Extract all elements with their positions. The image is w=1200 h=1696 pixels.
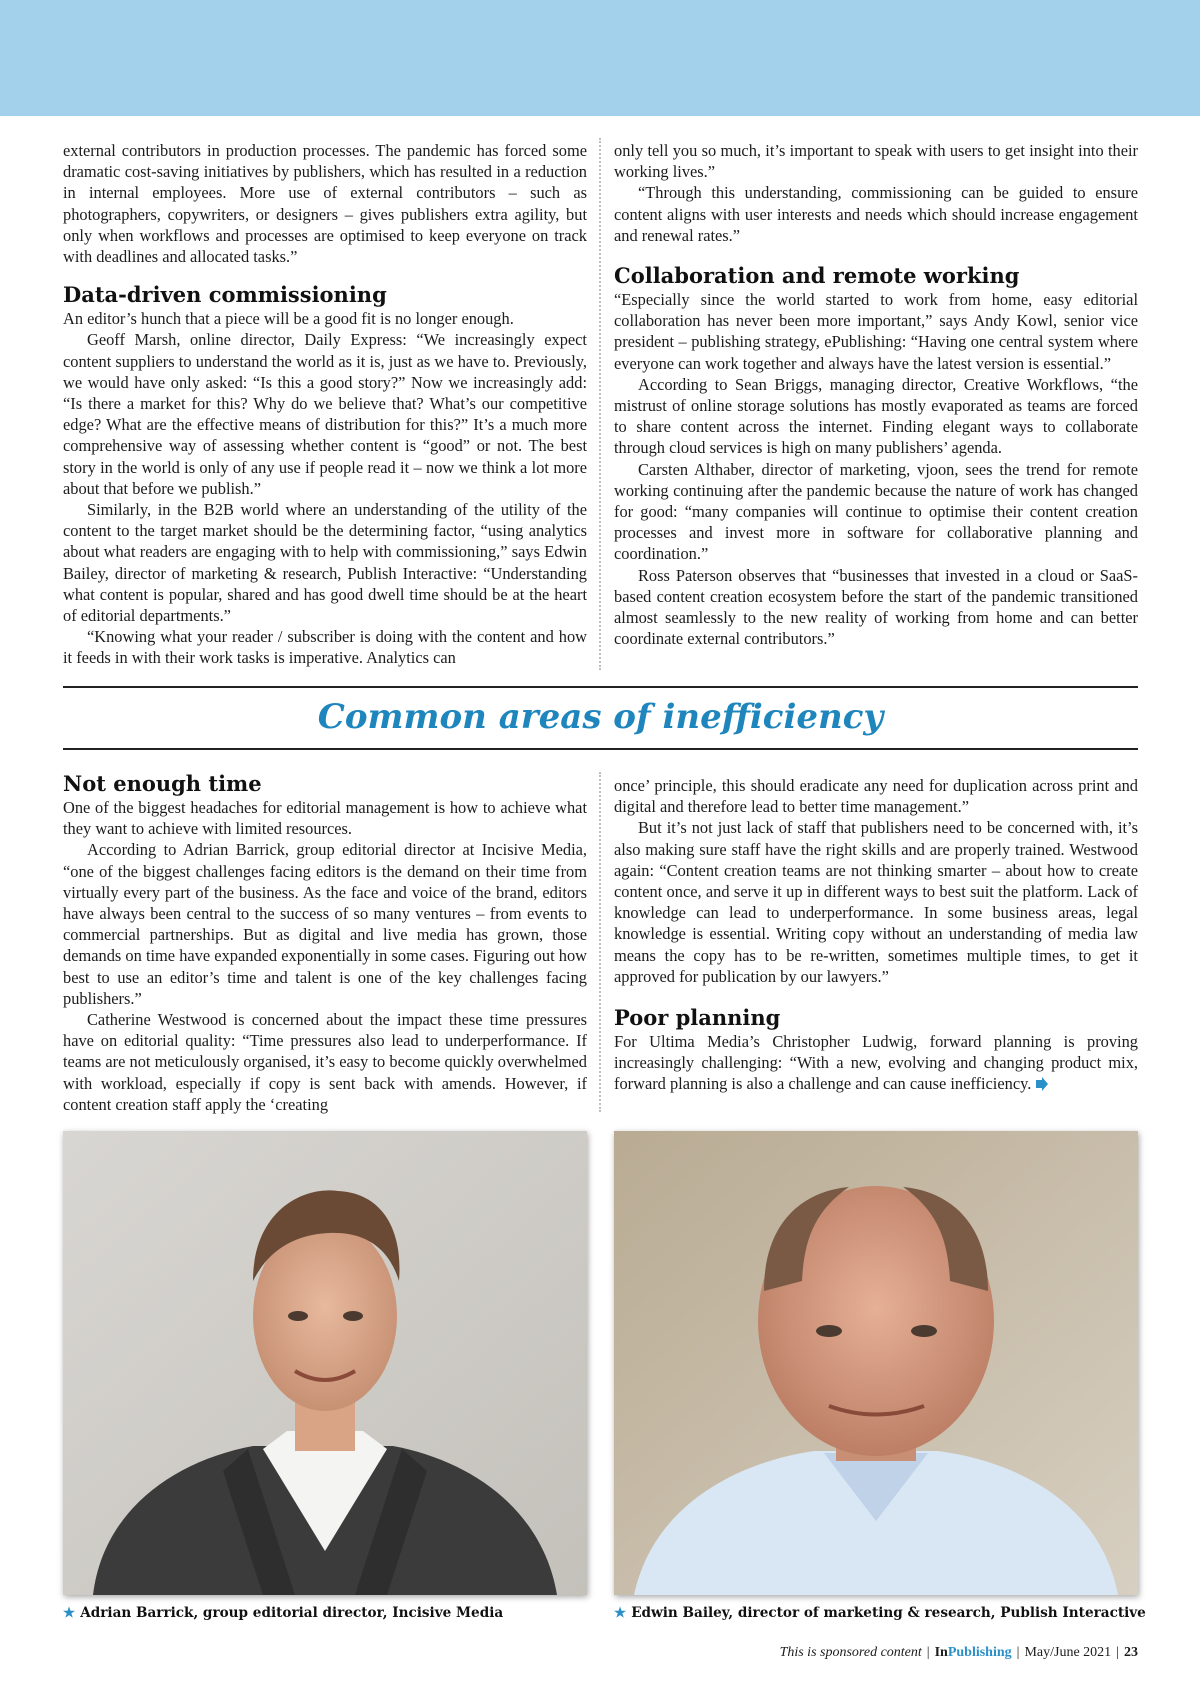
- paragraph: According to Sean Briggs, managing director, Creative Workflows, “the mistrust of online storage solutions has mostly evaporated as teams are forced to share content across the internet. Finding elegant ways to collaborate through cloud services is high on many publishers’ agenda.: [614, 374, 1138, 458]
- continue-arrow-icon: [1035, 1077, 1049, 1091]
- paragraph: An editor’s hunch that a piece will be a good fit is no longer enough.: [63, 309, 514, 329]
- article-column-left-top: [63, 140, 587, 669]
- section-banner-title: Common areas of inefficiency: [317, 697, 884, 737]
- subheading-not-enough-time: Not enough time: [63, 771, 262, 796]
- footer-separator: |: [926, 1645, 930, 1660]
- photo-caption-right: [614, 1604, 1146, 1622]
- subheading-poor-planning: Poor planning: [614, 1005, 781, 1031]
- paragraph: [614, 1031, 1138, 1095]
- portrait-illustration: [614, 1131, 1138, 1595]
- subheading-collaboration-remote-working: Collaboration and remote working: [614, 263, 1020, 289]
- column-divider: [599, 138, 601, 670]
- paragraph: But it’s not just lack of staff that publishers need to be concerned with, it’s also making sure staff have the right skills and are properly trained. Westwood again: “Content creation teams are not thinking smarter – about how to create content once, and serve it up in different ways to best suit the platform. Lack of knowledge can lead to underperformance. In some business areas, legal knowledge is essential. Writing copy without an understanding of media law means the copy has to be re-written, sometimes multiple times, to get it approved for publication by our lawyers.”: [614, 818, 1138, 986]
- paragraph: “Through this understanding, commissioning can be guided to ensure content aligns with user interests and needs which should increase engagement and renewal rates.”: [614, 183, 1138, 245]
- article-column-right-bottom: [614, 775, 1138, 1095]
- banner-rule-bottom: [63, 748, 1138, 750]
- footer-separator: |: [1116, 1645, 1119, 1660]
- photo-caption-left: [63, 1604, 503, 1622]
- paragraph: only tell you so much, it’s important to speak with users to get insight into their working lives.”: [614, 141, 1138, 182]
- photo-edwin-bailey: [614, 1131, 1138, 1595]
- paragraph: “Especially since the world started to work from home, easy editorial collaboration has never been more important,” says Andy Kowl, senior vice president – publishing strategy, ePublishing: “Having one central system where everyone can work together and always have the latest version is essential.”: [614, 290, 1138, 373]
- footer-separator: |: [1016, 1645, 1020, 1660]
- star-icon: ★: [63, 1605, 76, 1621]
- magazine-name-publishing: Publishing: [947, 1645, 1012, 1660]
- magazine-name-in: In: [934, 1645, 948, 1660]
- article-column-left-bottom: [63, 771, 587, 1115]
- caption-text: Edwin Bailey, director of marketing & research, Publish Interactive: [631, 1605, 1146, 1621]
- header-color-band: [0, 0, 1200, 116]
- photo-adrian-barrick: [63, 1131, 587, 1595]
- paragraph: Carsten Althaber, director of marketing, vjoon, sees the trend for remote working continuing after the pandemic because the nature of work has changed for good: “many companies will continue to optimise their content creation processes and invest more in software for collaborative planning and coordination.”: [614, 459, 1138, 564]
- paragraph-text: For Ultima Media’s Christopher Ludwig, forward planning is proving increasingly challenging: “With a new, evolving and changing product mix, forward planning is also a challenge and can cause inefficiency.: [614, 1032, 1138, 1094]
- paragraph: “Knowing what your reader / subscriber is doing with the content and how it feeds in with their work tasks is imperative. Analytics can: [63, 627, 587, 668]
- column-divider: [599, 772, 601, 1112]
- paragraph: once’ principle, this should eradicate any need for duplication across print and digital and therefore lead to better time management.”: [614, 776, 1138, 817]
- banner-rule-top: [63, 686, 1138, 688]
- issue-date: May/June 2021: [1024, 1645, 1112, 1660]
- sponsored-notice: This is sponsored content: [779, 1645, 922, 1660]
- subheading-data-driven-commissioning: Data-driven commissioning: [63, 282, 387, 308]
- star-icon: ★: [614, 1605, 627, 1621]
- paragraph: Ross Paterson observes that “businesses that invested in a cloud or SaaS-based content creation ecosystem before the start of the pandemic transitioned almost seamlessly to the new reality of working from home and can better coordinate external contributors.”: [614, 565, 1138, 649]
- paragraph: According to Adrian Barrick, group editorial director at Incisive Media, “one of the biggest challenges facing editors is the demand on their time from virtually every part of the business. As the face and voice of the brand, editors have always been central to the success of so many ventures – from events to commercial partnerships. But as digital and live media has grown, those demands on time have expanded exponentially in some cases. Figuring out how best to use an editor’s time and talent is one of the key challenges facing publishers.”: [63, 840, 587, 1008]
- paragraph: Similarly, in the B2B world where an understanding of the utility of the content to the target market should be the determining factor, “using analytics about what readers are engaging with to help with commissioning,” says Edwin Bailey, director of marketing & research, Publish Interactive: “Understanding what content is popular, shared and has good dwell time should be at the heart of editorial departments.”: [63, 500, 587, 626]
- page-footer: [780, 1643, 1138, 1663]
- paragraph: Geoff Marsh, online director, Daily Express: “We increasingly expect content suppliers to understand the world as it is, just as we have to. Previously, we would have only asked: “Is this a good story?” Now we increasingly add: “Is there a market for this? Why do we believe that? What’s our competitive edge? What are the effective means of distribution for this?” It’s a much more comprehensive way of assessing whether content is “good” or not. The best story in the world is only of any use if people read it – now we think a lot more about that before we publish.”: [63, 330, 587, 498]
- article-column-right-top: [614, 140, 1138, 649]
- page-number: 23: [1124, 1645, 1138, 1660]
- caption-text: Adrian Barrick, group editorial director, Incisive Media: [80, 1605, 504, 1621]
- paragraph: external contributors in production processes. The pandemic has forced some dramatic cost-saving initiatives by publishers, which has resulted in a reduction in internal employees. More use of external contributors – such as photographers, copywriters, or designers – gives publishers extra agility, but only when workflows and processes are optimised to keep everyone on track with deadlines and allocated tasks.”: [63, 141, 587, 267]
- paragraph: One of the biggest headaches for editorial management is how to achieve what they want to achieve with limited resources.: [63, 798, 587, 839]
- paragraph: Catherine Westwood is concerned about the impact these time pressures have on editorial quality: “Time pressures also lead to underperformance. If teams are not meticulously organised, it’s easy to become quickly overwhelmed with workload, especially if copy is sent back with amends. However, if content creation staff apply the ‘creating: [63, 1010, 587, 1114]
- portrait-illustration: [63, 1131, 587, 1595]
